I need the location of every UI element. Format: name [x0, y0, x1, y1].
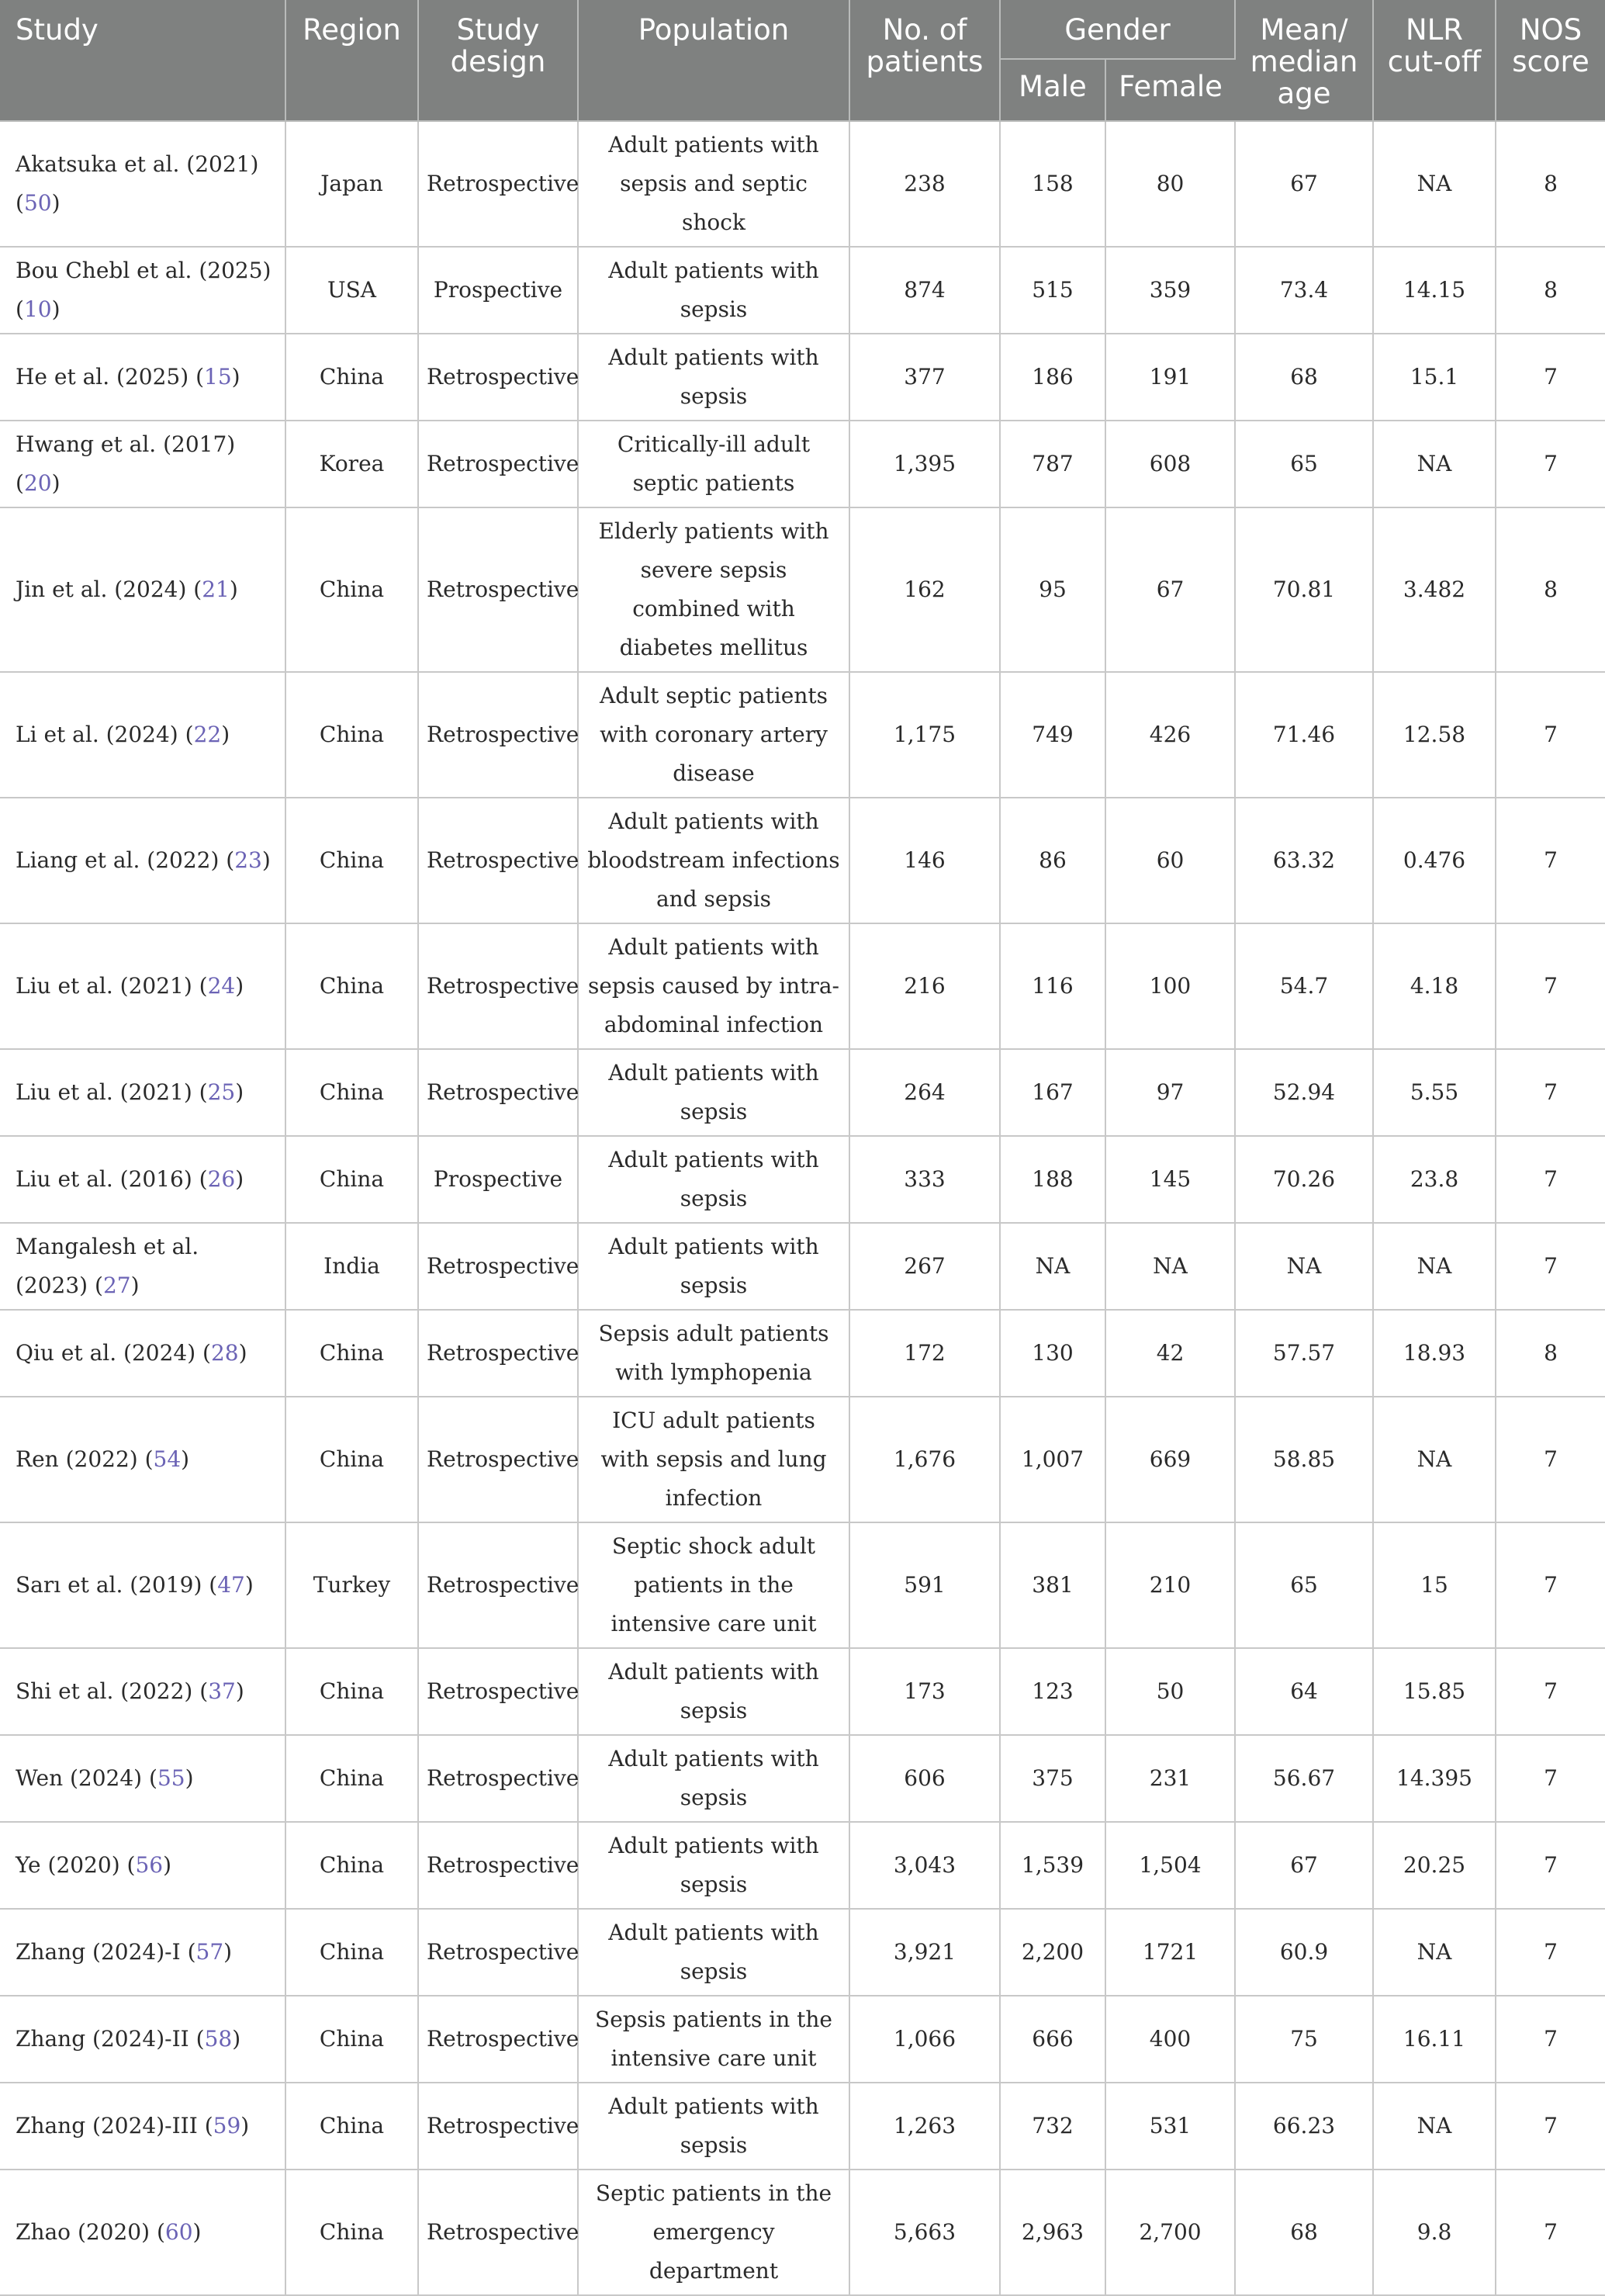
reference-link[interactable]: 28: [210, 1340, 239, 1366]
cell-nlr-cutoff: 15.85: [1373, 1648, 1496, 1735]
cell-male: 749: [1000, 672, 1105, 798]
cell-mean-median-age: 68: [1235, 2170, 1373, 2295]
cell-study: Wen (2024) (55): [0, 1735, 285, 1822]
cell-mean-median-age: 67: [1235, 1822, 1373, 1909]
cell-female: 60: [1105, 798, 1235, 923]
study-name: Zhang (2024)-III: [16, 2113, 198, 2138]
study-name: Zhang (2024)-I: [16, 1939, 181, 1965]
table-row: [0, 121, 1605, 247]
cell-mean-median-age: 67: [1235, 121, 1373, 247]
cell-mean-median-age: 71.46: [1235, 672, 1373, 798]
cell-nlr-cutoff: 4.18: [1373, 923, 1496, 1049]
cell-mean-median-age: 52.94: [1235, 1049, 1373, 1136]
cell-male: 732: [1000, 2083, 1105, 2170]
cell-no-of-patients: 591: [849, 1522, 1000, 1648]
cell-female: 608: [1105, 421, 1235, 507]
study-name: Akatsuka et al. (2021): [16, 151, 259, 177]
cell-no-of-patients: 267: [849, 1223, 1000, 1310]
cell-no-of-patients: 3,921: [849, 1909, 1000, 1996]
header-nos-score: NOS score: [1496, 0, 1605, 121]
cell-nlr-cutoff: 9.8: [1373, 2170, 1496, 2295]
cell-female: NA: [1105, 1223, 1235, 1310]
cell-nos-score: 7: [1496, 798, 1605, 923]
header-mean-median-age: Mean/ median age: [1235, 0, 1373, 121]
table-row: [0, 1136, 1605, 1223]
cell-no-of-patients: 1,676: [849, 1397, 1000, 1522]
reference-link[interactable]: 56: [135, 1852, 164, 1878]
study-name: Liu et al. (2021): [16, 973, 192, 999]
cell-region: China: [285, 1397, 418, 1522]
cell-region: China: [285, 1648, 418, 1735]
table-row: [0, 1996, 1605, 2083]
cell-male: 375: [1000, 1735, 1105, 1822]
cell-study-design: Retrospective: [418, 2083, 578, 2170]
cell-population: Adult patients with sepsis: [578, 247, 849, 334]
cell-study-design: Retrospective: [418, 1909, 578, 1996]
cell-female: 100: [1105, 923, 1235, 1049]
reference-link[interactable]: 57: [195, 1939, 224, 1965]
cell-study: Mangalesh et al. (2023) (27): [0, 1223, 285, 1310]
cell-nos-score: 7: [1496, 1735, 1605, 1822]
cell-male: 167: [1000, 1049, 1105, 1136]
reference-link[interactable]: 54: [153, 1446, 182, 1472]
cell-nos-score: 8: [1496, 1310, 1605, 1397]
cell-study: Li et al. (2024) (22): [0, 672, 285, 798]
cell-nos-score: 8: [1496, 507, 1605, 672]
study-name: Mangalesh et al. (2023): [16, 1234, 199, 1298]
study-name: Zhang (2024)-II: [16, 2026, 189, 2052]
study-name: Jin et al. (2024): [16, 577, 187, 602]
cell-nos-score: 7: [1496, 1522, 1605, 1648]
cell-study-design: Prospective: [418, 1136, 578, 1223]
table-row: [0, 421, 1605, 507]
reference-link[interactable]: 55: [157, 1765, 185, 1791]
cell-study: Shi et al. (2022) (37): [0, 1648, 285, 1735]
reference-link[interactable]: 58: [204, 2026, 233, 2052]
cell-population: Adult patients with sepsis: [578, 334, 849, 421]
cell-nos-score: 7: [1496, 2083, 1605, 2170]
cell-no-of-patients: 172: [849, 1310, 1000, 1397]
cell-mean-median-age: 60.9: [1235, 1909, 1373, 1996]
cell-population: Sepsis patients in the intensive care unit: [578, 1996, 849, 2083]
cell-study: Zhao (2020) (60): [0, 2170, 285, 2295]
reference-link[interactable]: 23: [234, 847, 262, 873]
cell-population: Adult patients with sepsis caused by intra-abdominal infection: [578, 923, 849, 1049]
cell-study: Liu et al. (2016) (26): [0, 1136, 285, 1223]
cell-region: China: [285, 672, 418, 798]
cell-region: China: [285, 2170, 418, 2295]
cell-mean-median-age: 57.57: [1235, 1310, 1373, 1397]
cell-female: 80: [1105, 121, 1235, 247]
table-row: [0, 1049, 1605, 1136]
header-study: Study: [0, 0, 285, 121]
table-row: [0, 507, 1605, 672]
cell-male: 2,200: [1000, 1909, 1105, 1996]
cell-nlr-cutoff: 18.93: [1373, 1310, 1496, 1397]
cell-mean-median-age: 64: [1235, 1648, 1373, 1735]
reference-link[interactable]: 47: [217, 1572, 245, 1598]
cell-nos-score: 7: [1496, 1136, 1605, 1223]
cell-female: 1,504: [1105, 1822, 1235, 1909]
reference-link[interactable]: 25: [207, 1079, 236, 1105]
cell-region: China: [285, 1310, 418, 1397]
cell-nos-score: 7: [1496, 1909, 1605, 1996]
reference-link[interactable]: 50: [23, 190, 52, 216]
reference-link[interactable]: 22: [193, 722, 222, 747]
cell-population: Septic shock adult patients in the intensive care unit: [578, 1522, 849, 1648]
cell-no-of-patients: 1,263: [849, 2083, 1000, 2170]
cell-population: Adult patients with bloodstream infections and sepsis: [578, 798, 849, 923]
cell-nlr-cutoff: NA: [1373, 2083, 1496, 2170]
cell-region: China: [285, 2083, 418, 2170]
cell-population: Adult patients with sepsis and septic shock: [578, 121, 849, 247]
cell-population: Adult patients with sepsis: [578, 1909, 849, 1996]
cell-male: NA: [1000, 1223, 1105, 1310]
cell-nos-score: 7: [1496, 923, 1605, 1049]
header-population: Population: [578, 0, 849, 121]
cell-study-design: Retrospective: [418, 1735, 578, 1822]
cell-population: Adult septic patients with coronary artery disease: [578, 672, 849, 798]
cell-nos-score: 8: [1496, 247, 1605, 334]
cell-no-of-patients: 1,175: [849, 672, 1000, 798]
cell-study: Qiu et al. (2024) (28): [0, 1310, 285, 1397]
cell-female: 210: [1105, 1522, 1235, 1648]
reference-link[interactable]: 60: [164, 2219, 193, 2245]
cell-nos-score: 7: [1496, 421, 1605, 507]
cell-nos-score: 7: [1496, 672, 1605, 798]
cell-no-of-patients: 5,663: [849, 2170, 1000, 2295]
study-name: Zhao (2020): [16, 2219, 150, 2245]
cell-population: Adult patients with sepsis: [578, 1049, 849, 1136]
reference-link[interactable]: 21: [202, 577, 230, 602]
cell-study-design: Retrospective: [418, 1648, 578, 1735]
cell-nlr-cutoff: 15: [1373, 1522, 1496, 1648]
header-region: Region: [285, 0, 418, 121]
cell-mean-median-age: NA: [1235, 1223, 1373, 1310]
cell-nlr-cutoff: 16.11: [1373, 1996, 1496, 2083]
cell-female: 145: [1105, 1136, 1235, 1223]
study-name: Li et al. (2024): [16, 722, 178, 747]
cell-population: Adult patients with sepsis: [578, 1648, 849, 1735]
table-row: [0, 2083, 1605, 2170]
table-row: [0, 923, 1605, 1049]
cell-nos-score: 7: [1496, 1397, 1605, 1522]
cell-mean-median-age: 54.7: [1235, 923, 1373, 1049]
cell-male: 1,539: [1000, 1822, 1105, 1909]
cell-study-design: Retrospective: [418, 1223, 578, 1310]
study-name: Liang et al. (2022): [16, 847, 220, 873]
header-female: Female: [1105, 59, 1235, 121]
cell-female: 191: [1105, 334, 1235, 421]
cell-no-of-patients: 606: [849, 1735, 1000, 1822]
cell-nlr-cutoff: 14.395: [1373, 1735, 1496, 1822]
cell-nlr-cutoff: 12.58: [1373, 672, 1496, 798]
cell-population: Elderly patients with severe sepsis combined with diabetes mellitus: [578, 507, 849, 672]
cell-nlr-cutoff: NA: [1373, 1397, 1496, 1522]
cell-study: Liu et al. (2021) (24): [0, 923, 285, 1049]
reference-link[interactable]: 15: [204, 364, 232, 390]
cell-mean-median-age: 58.85: [1235, 1397, 1373, 1522]
cell-region: China: [285, 1822, 418, 1909]
table-row: [0, 2170, 1605, 2295]
cell-population: Critically-ill adult septic patients: [578, 421, 849, 507]
cell-male: 188: [1000, 1136, 1105, 1223]
cell-nlr-cutoff: NA: [1373, 1223, 1496, 1310]
cell-mean-median-age: 70.26: [1235, 1136, 1373, 1223]
cell-nlr-cutoff: NA: [1373, 421, 1496, 507]
table-row: [0, 1223, 1605, 1310]
cell-male: 381: [1000, 1522, 1105, 1648]
table-row: [0, 1822, 1605, 1909]
cell-study: Ye (2020) (56): [0, 1822, 285, 1909]
cell-mean-median-age: 65: [1235, 1522, 1373, 1648]
table-body: [0, 121, 1605, 2295]
study-name: Shi et al. (2022): [16, 1678, 193, 1704]
reference-link[interactable]: 26: [207, 1166, 236, 1192]
cell-mean-median-age: 68: [1235, 334, 1373, 421]
cell-population: Adult patients with sepsis: [578, 1822, 849, 1909]
cell-mean-median-age: 56.67: [1235, 1735, 1373, 1822]
cell-no-of-patients: 874: [849, 247, 1000, 334]
cell-mean-median-age: 75: [1235, 1996, 1373, 2083]
cell-study-design: Retrospective: [418, 923, 578, 1049]
cell-region: China: [285, 507, 418, 672]
cell-study: Hwang et al. (2017) (20): [0, 421, 285, 507]
cell-female: 531: [1105, 2083, 1235, 2170]
cell-female: 669: [1105, 1397, 1235, 1522]
cell-no-of-patients: 173: [849, 1648, 1000, 1735]
table-row: [0, 672, 1605, 798]
cell-study-design: Retrospective: [418, 798, 578, 923]
cell-nlr-cutoff: NA: [1373, 1909, 1496, 1996]
reference-link[interactable]: 24: [207, 973, 236, 999]
cell-nos-score: 7: [1496, 1822, 1605, 1909]
table-row: [0, 798, 1605, 923]
header-gender: Gender: [1000, 0, 1235, 59]
cell-no-of-patients: 1,395: [849, 421, 1000, 507]
cell-study: Bou Chebl et al. (2025) (10): [0, 247, 285, 334]
cell-male: 116: [1000, 923, 1105, 1049]
table-row: [0, 1735, 1605, 1822]
header-male: Male: [1000, 59, 1105, 121]
cell-nos-score: 7: [1496, 1648, 1605, 1735]
header-study-design: Study design: [418, 0, 578, 121]
cell-female: 42: [1105, 1310, 1235, 1397]
study-name: Ye (2020): [16, 1852, 120, 1878]
cell-nlr-cutoff: 3.482: [1373, 507, 1496, 672]
cell-male: 666: [1000, 1996, 1105, 2083]
study-name: Bou Chebl et al. (2025): [16, 258, 272, 283]
cell-study-design: Retrospective: [418, 507, 578, 672]
cell-nos-score: 7: [1496, 334, 1605, 421]
cell-study-design: Retrospective: [418, 2170, 578, 2295]
cell-mean-median-age: 70.81: [1235, 507, 1373, 672]
cell-region: China: [285, 798, 418, 923]
cell-region: Japan: [285, 121, 418, 247]
cell-nlr-cutoff: 0.476: [1373, 798, 1496, 923]
table-row: [0, 334, 1605, 421]
cell-male: 130: [1000, 1310, 1105, 1397]
cell-male: 123: [1000, 1648, 1105, 1735]
cell-female: 97: [1105, 1049, 1235, 1136]
cell-nlr-cutoff: NA: [1373, 121, 1496, 247]
reference-link[interactable]: 59: [213, 2113, 241, 2138]
cell-nos-score: 7: [1496, 1996, 1605, 2083]
reference-link[interactable]: 37: [208, 1678, 236, 1704]
cell-population: Adult patients with sepsis: [578, 1136, 849, 1223]
cell-male: 158: [1000, 121, 1105, 247]
cell-female: 67: [1105, 507, 1235, 672]
cell-study: Sarı et al. (2019) (47): [0, 1522, 285, 1648]
cell-no-of-patients: 333: [849, 1136, 1000, 1223]
cell-female: 1721: [1105, 1909, 1235, 1996]
cell-no-of-patients: 238: [849, 121, 1000, 247]
cell-region: India: [285, 1223, 418, 1310]
header-no-of-patients: No. of patients: [849, 0, 1000, 121]
cell-population: Adult patients with sepsis: [578, 1735, 849, 1822]
cell-female: 400: [1105, 1996, 1235, 2083]
cell-nos-score: 7: [1496, 2170, 1605, 2295]
cell-region: China: [285, 1735, 418, 1822]
cell-nos-score: 7: [1496, 1049, 1605, 1136]
cell-study: Liu et al. (2021) (25): [0, 1049, 285, 1136]
cell-region: USA: [285, 247, 418, 334]
study-name: Qiu et al. (2024): [16, 1340, 196, 1366]
cell-no-of-patients: 146: [849, 798, 1000, 923]
cell-study-design: Retrospective: [418, 672, 578, 798]
cell-nlr-cutoff: 20.25: [1373, 1822, 1496, 1909]
cell-study: Ren (2022) (54): [0, 1397, 285, 1522]
cell-male: 787: [1000, 421, 1105, 507]
cell-study-design: Retrospective: [418, 1397, 578, 1522]
table-row: [0, 1648, 1605, 1735]
cell-nos-score: 7: [1496, 1223, 1605, 1310]
study-name: Liu et al. (2016): [16, 1166, 192, 1192]
cell-study-design: Retrospective: [418, 1822, 578, 1909]
cell-study-design: Retrospective: [418, 1310, 578, 1397]
table-row: [0, 1909, 1605, 1996]
cell-male: 86: [1000, 798, 1105, 923]
study-name: Wen (2024): [16, 1765, 143, 1791]
reference-link[interactable]: 10: [23, 296, 52, 322]
cell-male: 1,007: [1000, 1397, 1105, 1522]
cell-mean-median-age: 66.23: [1235, 2083, 1373, 2170]
cell-no-of-patients: 377: [849, 334, 1000, 421]
cell-study: Jin et al. (2024) (21): [0, 507, 285, 672]
cell-population: Adult patients with sepsis: [578, 1223, 849, 1310]
cell-study: He et al. (2025) (15): [0, 334, 285, 421]
cell-region: China: [285, 334, 418, 421]
cell-study-design: Prospective: [418, 247, 578, 334]
cell-study-design: Retrospective: [418, 334, 578, 421]
table-row: [0, 1522, 1605, 1648]
study-name: He et al. (2025): [16, 364, 189, 390]
study-name: Sarı et al. (2019): [16, 1572, 202, 1598]
table-header: [0, 0, 1605, 121]
cell-nos-score: 8: [1496, 121, 1605, 247]
cell-female: 359: [1105, 247, 1235, 334]
cell-study-design: Retrospective: [418, 121, 578, 247]
cell-population: Sepsis adult patients with lymphopenia: [578, 1310, 849, 1397]
cell-population: Adult patients with sepsis: [578, 2083, 849, 2170]
study-name: Ren (2022): [16, 1446, 138, 1472]
cell-female: 426: [1105, 672, 1235, 798]
cell-region: Korea: [285, 421, 418, 507]
cell-no-of-patients: 264: [849, 1049, 1000, 1136]
cell-region: China: [285, 1049, 418, 1136]
cell-region: China: [285, 1136, 418, 1223]
cell-study: Akatsuka et al. (2021) (50): [0, 121, 285, 247]
table-row: [0, 1397, 1605, 1522]
cell-nlr-cutoff: 15.1: [1373, 334, 1496, 421]
cell-no-of-patients: 162: [849, 507, 1000, 672]
cell-study-design: Retrospective: [418, 1522, 578, 1648]
cell-study: Liang et al. (2022) (23): [0, 798, 285, 923]
cell-study-design: Retrospective: [418, 1049, 578, 1136]
cell-population: ICU adult patients with sepsis and lung infection: [578, 1397, 849, 1522]
cell-mean-median-age: 63.32: [1235, 798, 1373, 923]
cell-female: 2,700: [1105, 2170, 1235, 2295]
cell-nlr-cutoff: 5.55: [1373, 1049, 1496, 1136]
cell-no-of-patients: 216: [849, 923, 1000, 1049]
cell-female: 231: [1105, 1735, 1235, 1822]
cell-no-of-patients: 3,043: [849, 1822, 1000, 1909]
study-name: Hwang et al. (2017): [16, 431, 236, 457]
cell-region: China: [285, 1996, 418, 2083]
cell-study: Zhang (2024)-III (59): [0, 2083, 285, 2170]
cell-region: Turkey: [285, 1522, 418, 1648]
cell-male: 515: [1000, 247, 1105, 334]
table-row: [0, 247, 1605, 334]
cell-mean-median-age: 73.4: [1235, 247, 1373, 334]
cell-nlr-cutoff: 23.8: [1373, 1136, 1496, 1223]
cell-region: China: [285, 923, 418, 1049]
reference-link[interactable]: 27: [102, 1273, 131, 1298]
reference-link[interactable]: 20: [23, 470, 52, 496]
cell-study: Zhang (2024)-II (58): [0, 1996, 285, 2083]
cell-study-design: Retrospective: [418, 1996, 578, 2083]
cell-study: Zhang (2024)-I (57): [0, 1909, 285, 1996]
study-name: Liu et al. (2021): [16, 1079, 192, 1105]
cell-region: China: [285, 1909, 418, 1996]
cell-population: Septic patients in the emergency department: [578, 2170, 849, 2295]
cell-study-design: Retrospective: [418, 421, 578, 507]
cell-male: 2,963: [1000, 2170, 1105, 2295]
cell-female: 50: [1105, 1648, 1235, 1735]
cell-male: 95: [1000, 507, 1105, 672]
table-row: [0, 1310, 1605, 1397]
cell-male: 186: [1000, 334, 1105, 421]
cell-nlr-cutoff: 14.15: [1373, 247, 1496, 334]
cell-mean-median-age: 65: [1235, 421, 1373, 507]
cell-no-of-patients: 1,066: [849, 1996, 1000, 2083]
header-nlr-cutoff: NLR cut-off: [1373, 0, 1496, 121]
